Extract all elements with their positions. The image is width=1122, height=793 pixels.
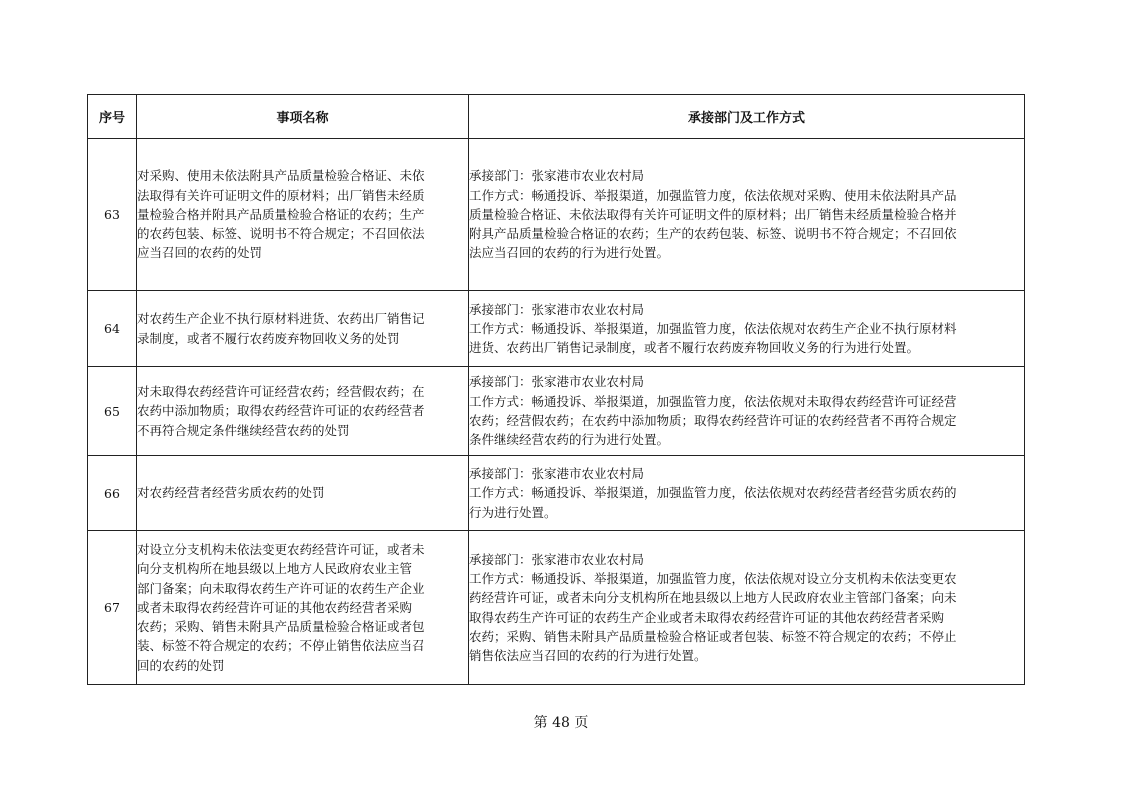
department-method-cell — [469, 139, 1025, 291]
department-method-cell — [469, 367, 1025, 456]
table-row — [88, 367, 1025, 456]
method-line: 药经营许可证，或者未向分支机构所在地县级以上地方人民政府农业主管部门备案；向未 — [469, 590, 957, 606]
method-line: 工作方式：畅通投诉、举报渠道，加强监管力度，依法依规对未取得农药经营许可证经营 — [469, 393, 957, 409]
item-name-line: 量检验合格并附具产品质量检验合格证的农药；生产 — [137, 206, 425, 222]
item-name-line: 装、标签不符合规定的农药；不停止销售依法应当召 — [137, 638, 425, 654]
item-name-cell — [137, 456, 469, 531]
method-line: 销售依法应当召回的农药的行为进行处置。 — [469, 648, 707, 664]
row-number: 64 — [88, 291, 137, 367]
item-name-line: 对未取得农药经营许可证经营农药；经营假农药；在 — [137, 384, 425, 400]
department-line: 承接部门：张家港市农业农村局 — [469, 466, 645, 482]
table-row — [88, 531, 1025, 685]
item-name-line: 对农药生产企业不执行原材料进货、农药出厂销售记 — [137, 311, 425, 327]
item-name-line: 向分支机构所在地县级以上地方人民政府农业主管 — [137, 561, 413, 577]
item-name-cell — [137, 531, 469, 685]
item-name-line: 对采购、使用未依法附具产品质量检验合格证、未依 — [137, 168, 425, 184]
method-line: 质量检验合格证、未依法取得有关许可证明文件的原材料；出厂销售未经质量检验合格并 — [469, 206, 957, 222]
table-header-row — [88, 95, 1025, 139]
item-name-cell — [137, 139, 469, 291]
method-line: 进货、农药出厂销售记录制度，或者不履行农药废弃物回收义务的行为进行处置。 — [469, 340, 920, 356]
department-line: 承接部门：张家港市农业农村局 — [469, 168, 645, 184]
item-name-line: 法取得有关许可证明文件的原材料；出厂销售未经质 — [137, 187, 425, 203]
page-number: 第 48 页 — [533, 715, 589, 731]
item-name-cell — [137, 291, 469, 367]
method-line: 工作方式：畅通投诉、举报渠道，加强监管力度，依法依规对设立分支机构未依法变更农 — [469, 570, 957, 586]
method-line: 取得农药生产许可证的农药生产企业或者未取得农药经营许可证的其他农药经营者采购 — [469, 609, 945, 625]
item-name-line: 对设立分支机构未依法变更农药经营许可证，或者未 — [137, 541, 425, 557]
department-method-cell — [469, 291, 1025, 367]
department-line: 承接部门：张家港市农业农村局 — [469, 301, 645, 317]
item-name-line: 农药中添加物质；取得农药经营许可证的农药经营者 — [137, 403, 425, 419]
method-line: 农药；采购、销售未附具产品质量检验合格证或者包装、标签不符合规定的农药；不停止 — [469, 628, 957, 644]
header-serial-number: 序号 — [88, 95, 137, 139]
row-number: 67 — [88, 531, 137, 685]
table-row — [88, 139, 1025, 291]
method-line: 附具产品质量检验合格证的农药；生产的农药包装、标签、说明书不符合规定；不召回依 — [469, 226, 957, 242]
item-name-line: 不再符合规定条件继续经营农药的处罚 — [137, 422, 350, 438]
method-line: 工作方式：畅通投诉、举报渠道，加强监管力度，依法依规对农药生产企业不执行原材料 — [469, 320, 957, 336]
method-line: 行为进行处置。 — [469, 504, 557, 520]
item-name-line: 录制度，或者不履行农药废弃物回收义务的处罚 — [137, 330, 400, 346]
regulation-table — [87, 94, 1025, 685]
department-line: 承接部门：张家港市农业农村局 — [469, 374, 645, 390]
item-name-line: 应当召回的农药的处罚 — [137, 245, 263, 261]
item-name-line: 农药；采购、销售未附具产品质量检验合格证或者包 — [137, 619, 425, 635]
item-name-line: 或者未取得农药经营许可证的其他农药经营者采购 — [137, 599, 413, 615]
item-name-line: 回的农药的处罚 — [137, 657, 225, 673]
header-item-name: 事项名称 — [137, 95, 469, 139]
item-name-cell — [137, 367, 469, 456]
header-department-method: 承接部门及工作方式 — [469, 95, 1025, 139]
table-row — [88, 456, 1025, 531]
method-line: 条件继续经营农药的行为进行处置。 — [469, 432, 670, 448]
department-method-cell — [469, 456, 1025, 531]
method-line: 农药；经营假农药；在农药中添加物质；取得农药经营许可证的农药经营者不再符合规定 — [469, 413, 957, 428]
row-number: 65 — [88, 367, 137, 456]
method-line: 工作方式：畅通投诉、举报渠道，加强监管力度，依法依规对农药经营者经营劣质农药的 — [469, 485, 957, 501]
method-line: 法应当召回的农药的行为进行处置。 — [469, 245, 670, 261]
table-row — [88, 291, 1025, 367]
department-method-cell — [469, 531, 1025, 685]
item-name-line: 的农药包装、标签、说明书不符合规定；不召回依法 — [137, 226, 425, 242]
method-line: 工作方式：畅通投诉、举报渠道，加强监管力度，依法依规对采购、使用未依法附具产品 — [469, 187, 957, 203]
item-name-line: 部门备案；向未取得农药生产许可证的农药生产企业 — [137, 580, 425, 596]
department-line: 承接部门：张家港市农业农村局 — [469, 551, 645, 567]
row-number: 63 — [88, 139, 137, 291]
item-name-line: 对农药经营者经营劣质农药的处罚 — [137, 485, 325, 501]
row-number: 66 — [88, 456, 137, 531]
